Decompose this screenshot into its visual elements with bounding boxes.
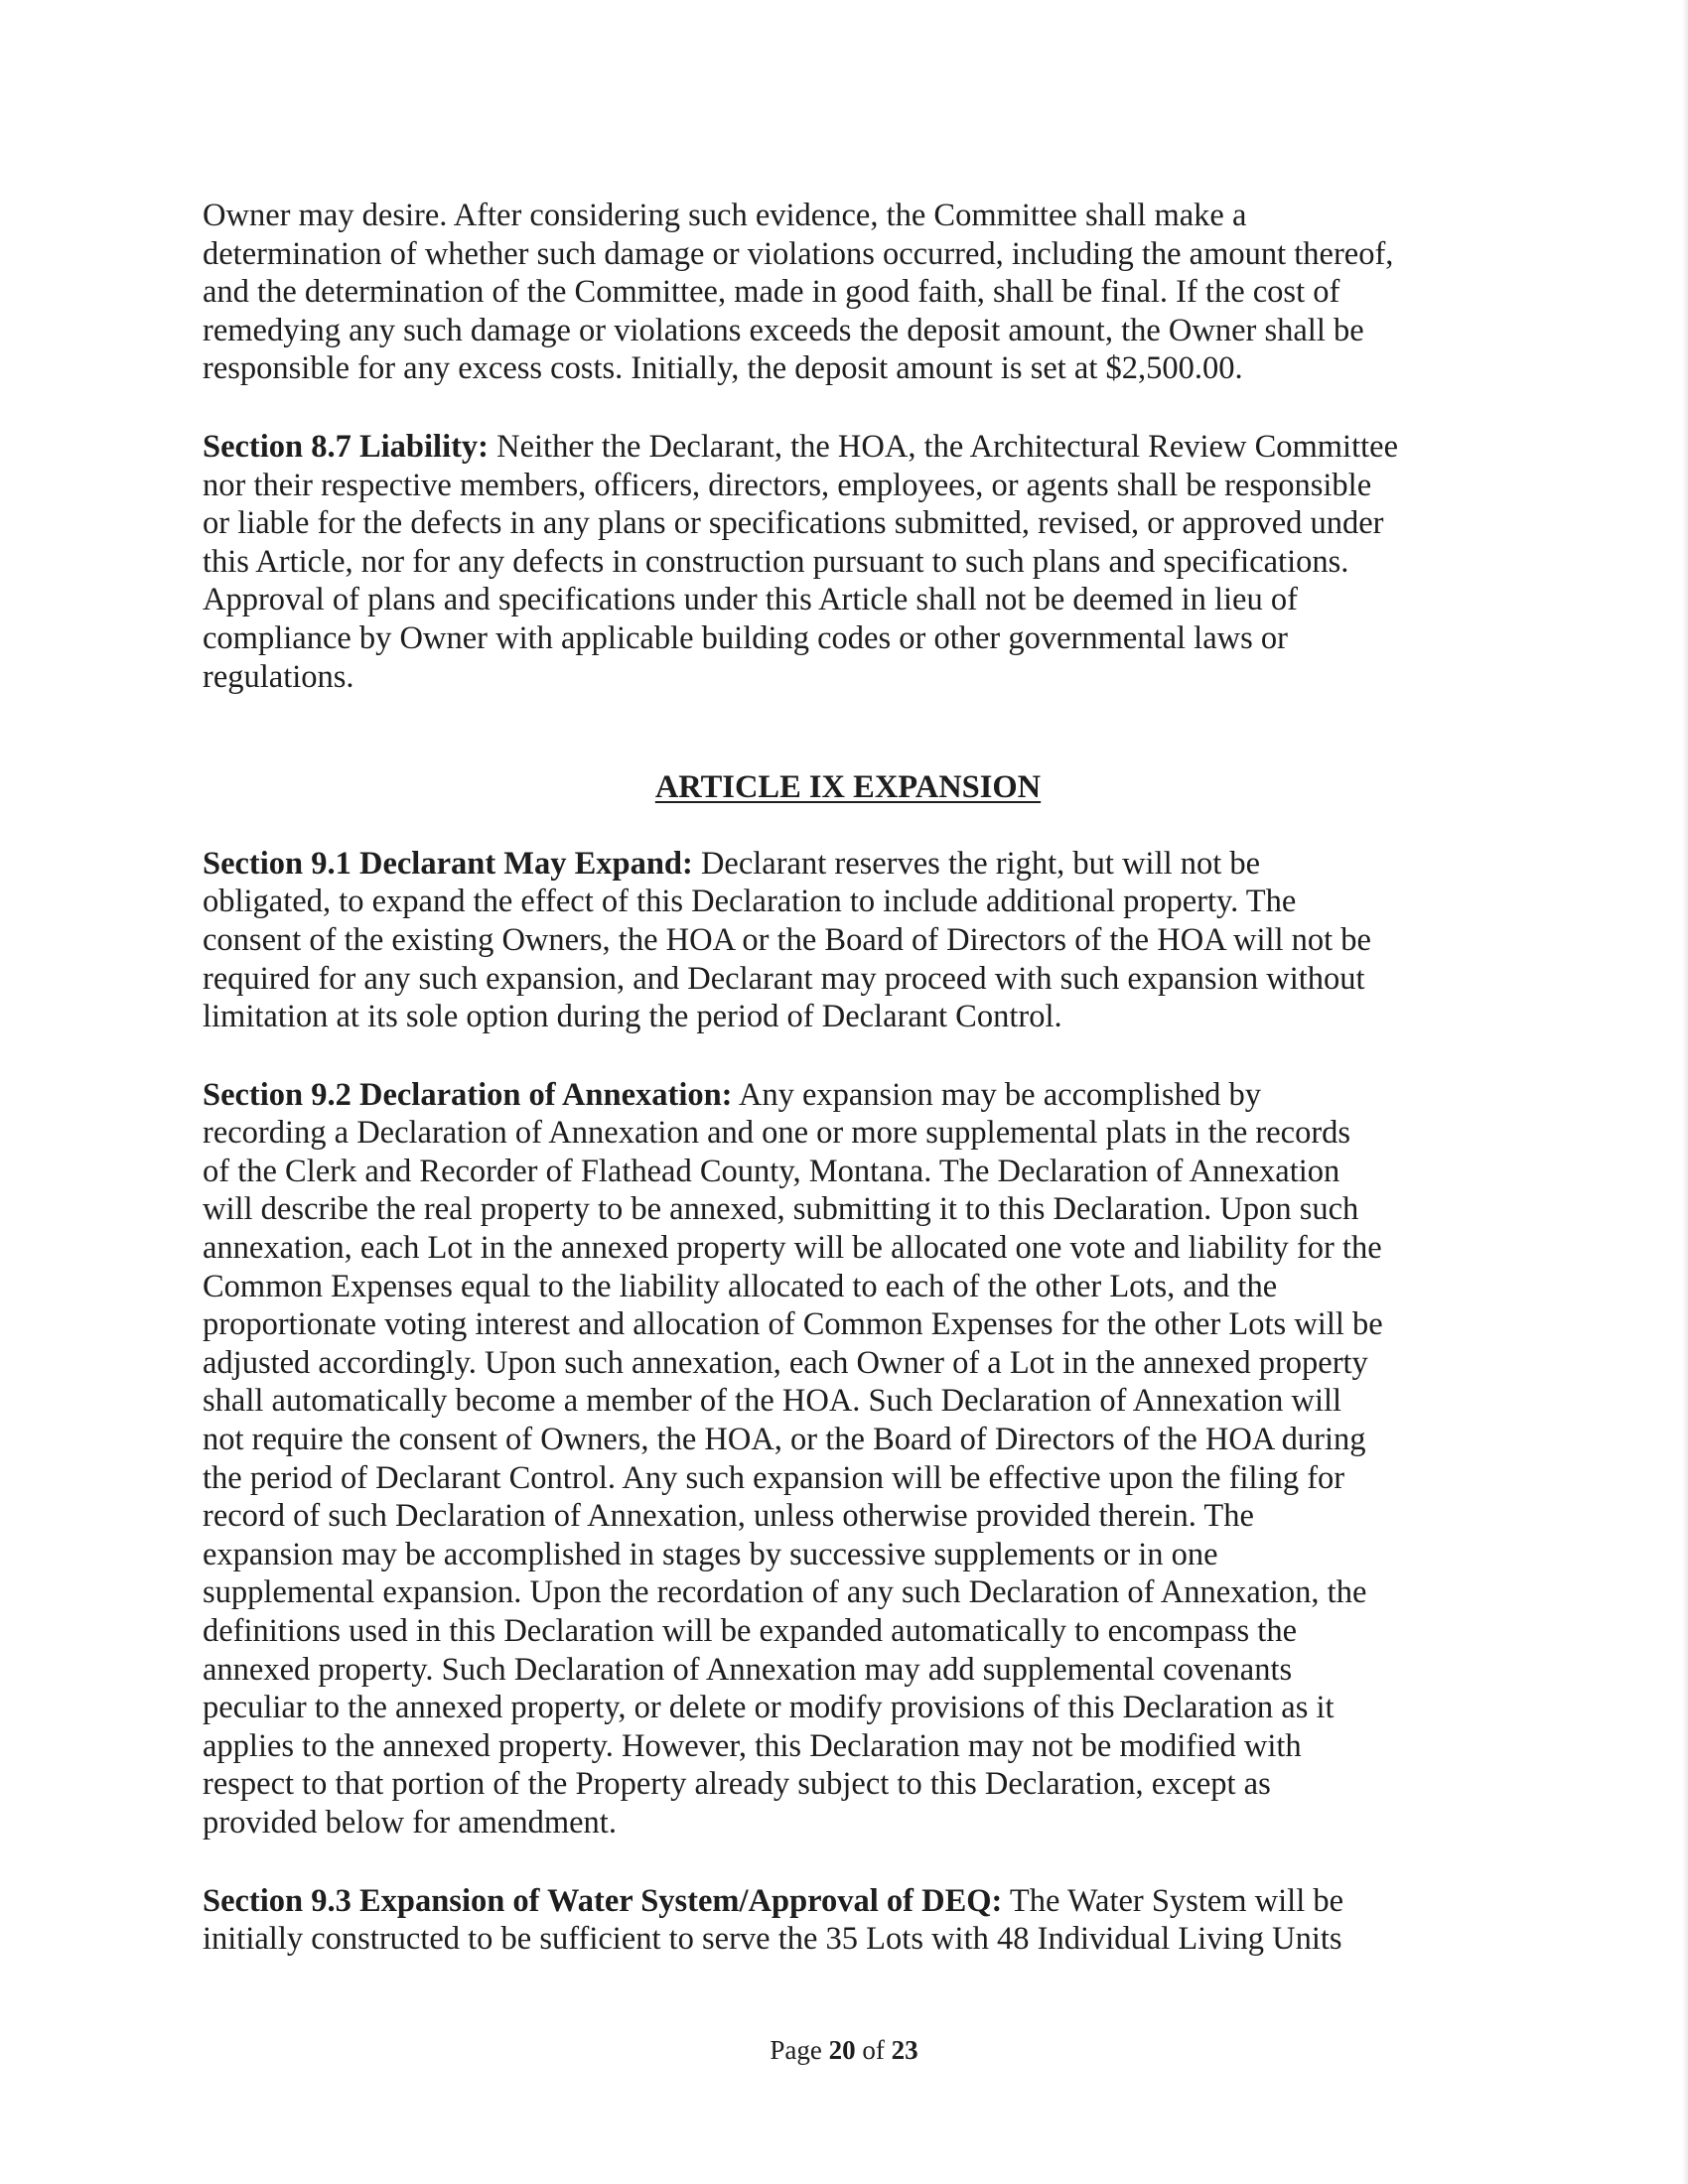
paragraph-spacer	[203, 1843, 1493, 1882]
heading-spacer-top	[203, 696, 1493, 768]
section-9-1-paragraph	[203, 845, 1493, 1036]
page-footer	[0, 2034, 1688, 2066]
scan-edge-shadow	[1682, 0, 1688, 2184]
section-9-3-body: The Water System will be initially constructed to be sufficient to serve the 35 Lots with 48 Individual Living Units	[203, 1882, 1344, 1958]
section-8-7-body: Neither the Declarant, the HOA, the Architectural Review Committee nor their respective members, officers, directors, employees, or agents shall be responsible or liable for the defects in any plans or specifications submitted, revised, or approved under this Article, nor for any defects in construction pursuant to such plans and specifications. Approval of plans and specifications under this Article shall not be deemed in lieu of compliance by Owner with applicable building codes or other governmental laws or regulations.	[203, 428, 1398, 695]
paragraph-spacer	[203, 388, 1493, 428]
page-content	[203, 197, 1493, 1959]
section-9-2-paragraph	[203, 1076, 1493, 1843]
section-9-2-body: Any expansion may be accomplished by recording a Declaration of Annexation and one or more supplemental plats in the records of the Clerk and Recorder of Flathead County, Montana. The Declaration of Annexation will describe the real property to be annexed, submitting it to this Declaration. Upon such annexation, each Lot in the annexed property will be allocated one vote and liability for the Common Expenses equal to the liability allocated to each of the other Lots, and the proportionate voting interest and allocation of Common Expenses for the other Lots will be adjusted accordingly. Upon such annexation, each Owner of a Lot in the annexed property shall automatically become a member of the HOA. Such Declaration of Annexation will not require the consent of Owners, the HOA, or the Board of Directors of the HOA during the period of Declarant Control. Any such expansion will be effective upon the filing for record of such Declaration of Annexation, unless otherwise provided therein. The expansion may be accomplished in stages by successive supplements or in one supplemental expansion. Upon the recordation of any such Declaration of Annexation, the definitions used in this Declaration will be expanded automatically to encompass the annexed property. Such Declaration of Annexation may add supplemental covenants peculiar to the annexed property, or delete or modify provisions of this Declaration as it applies to the annexed property. However, this Declaration may not be modified with respect to that portion of the Property already subject to this Declaration, except as provided below for amendment.	[203, 1076, 1383, 1841]
section-9-1-body: Declarant reserves the right, but will not be obligated, to expand the effect of this Declaration to include additional property. The consent of the existing Owners, the HOA or the Board of Directors of the HOA will not be required for any such expansion, and Declarant may proceed with such expansion without limitation at its sole option during the period of Declarant Control.	[203, 845, 1371, 1035]
section-9-3-paragraph	[203, 1882, 1493, 1959]
section-9-2-title: Section 9.2 Declaration of Annexation:	[203, 1076, 733, 1113]
paragraph-spacer	[203, 1036, 1493, 1076]
section-9-3-title: Section 9.3 Expansion of Water System/Approval of DEQ:	[203, 1882, 1003, 1919]
heading-spacer-bottom	[203, 807, 1493, 845]
continuation-paragraph: Owner may desire. After considering such evidence, the Committee shall make a determination of whether such damage or violations occurred, including the amount thereof, and the determination of the Committee, made in good faith, shall be final. If the cost of remedying any such damage or violations exceeds the deposit amount, the Owner shall be responsible for any excess costs. Initially, the deposit amount is set at $2,500.00.	[203, 198, 1394, 387]
footer-of-word: of	[862, 2035, 885, 2065]
article-heading: ARTICLE IX EXPANSION	[654, 769, 1042, 806]
footer-page-number: 20	[828, 2035, 856, 2065]
section-8-7-title: Section 8.7 Liability:	[203, 428, 489, 465]
section-8-7-paragraph	[203, 428, 1493, 696]
footer-total-pages: 23	[891, 2035, 918, 2065]
footer-page-word: Page	[770, 2035, 822, 2065]
section-9-1-title: Section 9.1 Declarant May Expand:	[203, 845, 693, 882]
